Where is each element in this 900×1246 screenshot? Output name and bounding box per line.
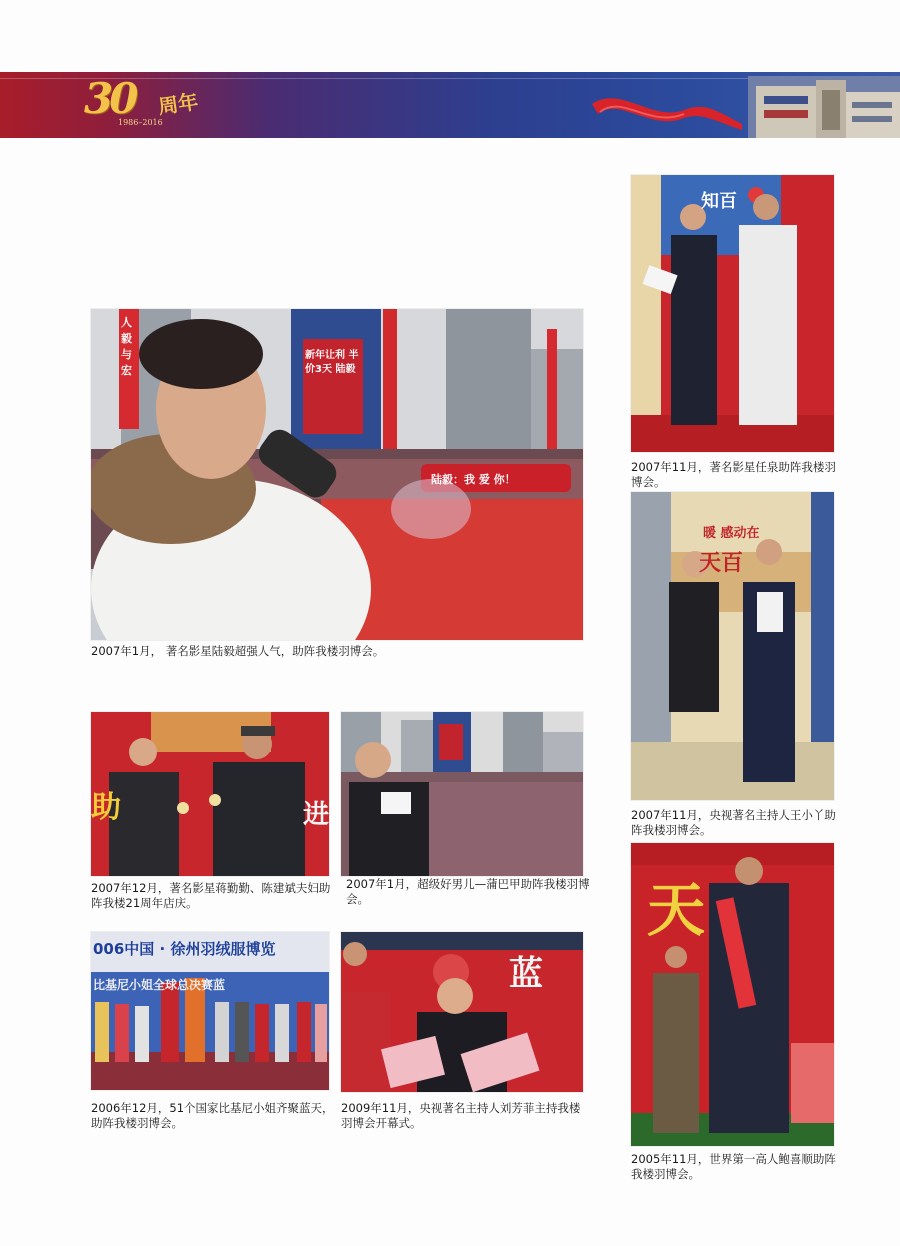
store-building-graphic [748,76,900,138]
photo-sign-backdrop: 知百 [701,191,737,212]
photo-sign-left: 助 [91,790,121,825]
header-banner [0,72,900,138]
photo-sign-backdrop: 蓝 [509,954,543,994]
caption-ren-quan: 2007年11月，著名影星任泉助阵我楼羽博会。 [631,460,836,489]
caption-wang-xiaoya: 2007年11月，央视著名主持人王小丫助阵我楼羽博会。 [631,808,836,837]
photo-wang-xiaoya [631,492,834,800]
photo-sign-banner: 陆毅：我 爱 你！ [431,473,516,486]
photo-sign-character: 天 [647,876,706,944]
photo-sign-backdrop-mid: 天百 [699,551,744,576]
photo-sign-second: 比基尼小姐全球总决赛蓝 [93,978,226,992]
anniversary-logo [84,74,204,134]
caption-lu-yi: 2007年1月， 著名影星陆毅超强人气，助阵我楼羽博会。 [91,644,385,658]
photo-sign-right: 进 [303,800,329,830]
photo-lu-yi [91,309,583,640]
logo-number: 30 [84,74,135,123]
photo-sign-billboard: 新年让利 半价3天 陆毅 [305,350,359,375]
photo-sign-backdrop-top: 暖 感动在 [703,526,760,541]
photo-bao-xishun [631,843,834,1146]
caption-jiang-qinqin: 2007年12月，著名影星蒋勤勤、陈建斌夫妇助阵我楼21周年店庆。 [91,881,331,910]
caption-bikini: 2006年12月，51个国家比基尼小姐齐聚蓝天，助阵我楼羽博会。 [91,1101,334,1130]
caption-pu-bajia: 2007年1月，超级好男儿—蒲巴甲助阵我楼羽博会。 [346,877,590,906]
photo-ren-quan [631,175,834,452]
photo-liu-fangfei [341,932,583,1092]
red-ribbon-graphic [592,84,742,130]
photo-sign-top: 006中国 · 徐州羽绒服博览 [93,940,276,958]
photo-sign-vertical: 人 毅 与 宏 [121,316,132,377]
logo-suffix: 周年 [156,89,200,119]
photo-pu-bajia [341,712,583,876]
photo-jiang-qinqin [91,712,329,876]
caption-liu-fangfei: 2009年11月，央视著名主持人刘芳菲主持我楼羽博会开幕式。 [341,1101,581,1130]
photo-bikini [91,932,329,1090]
caption-bao-xishun: 2005年11月，世界第一高人鲍喜顺助阵我楼羽博会。 [631,1152,836,1181]
logo-years: 1986–2016 [118,118,163,127]
